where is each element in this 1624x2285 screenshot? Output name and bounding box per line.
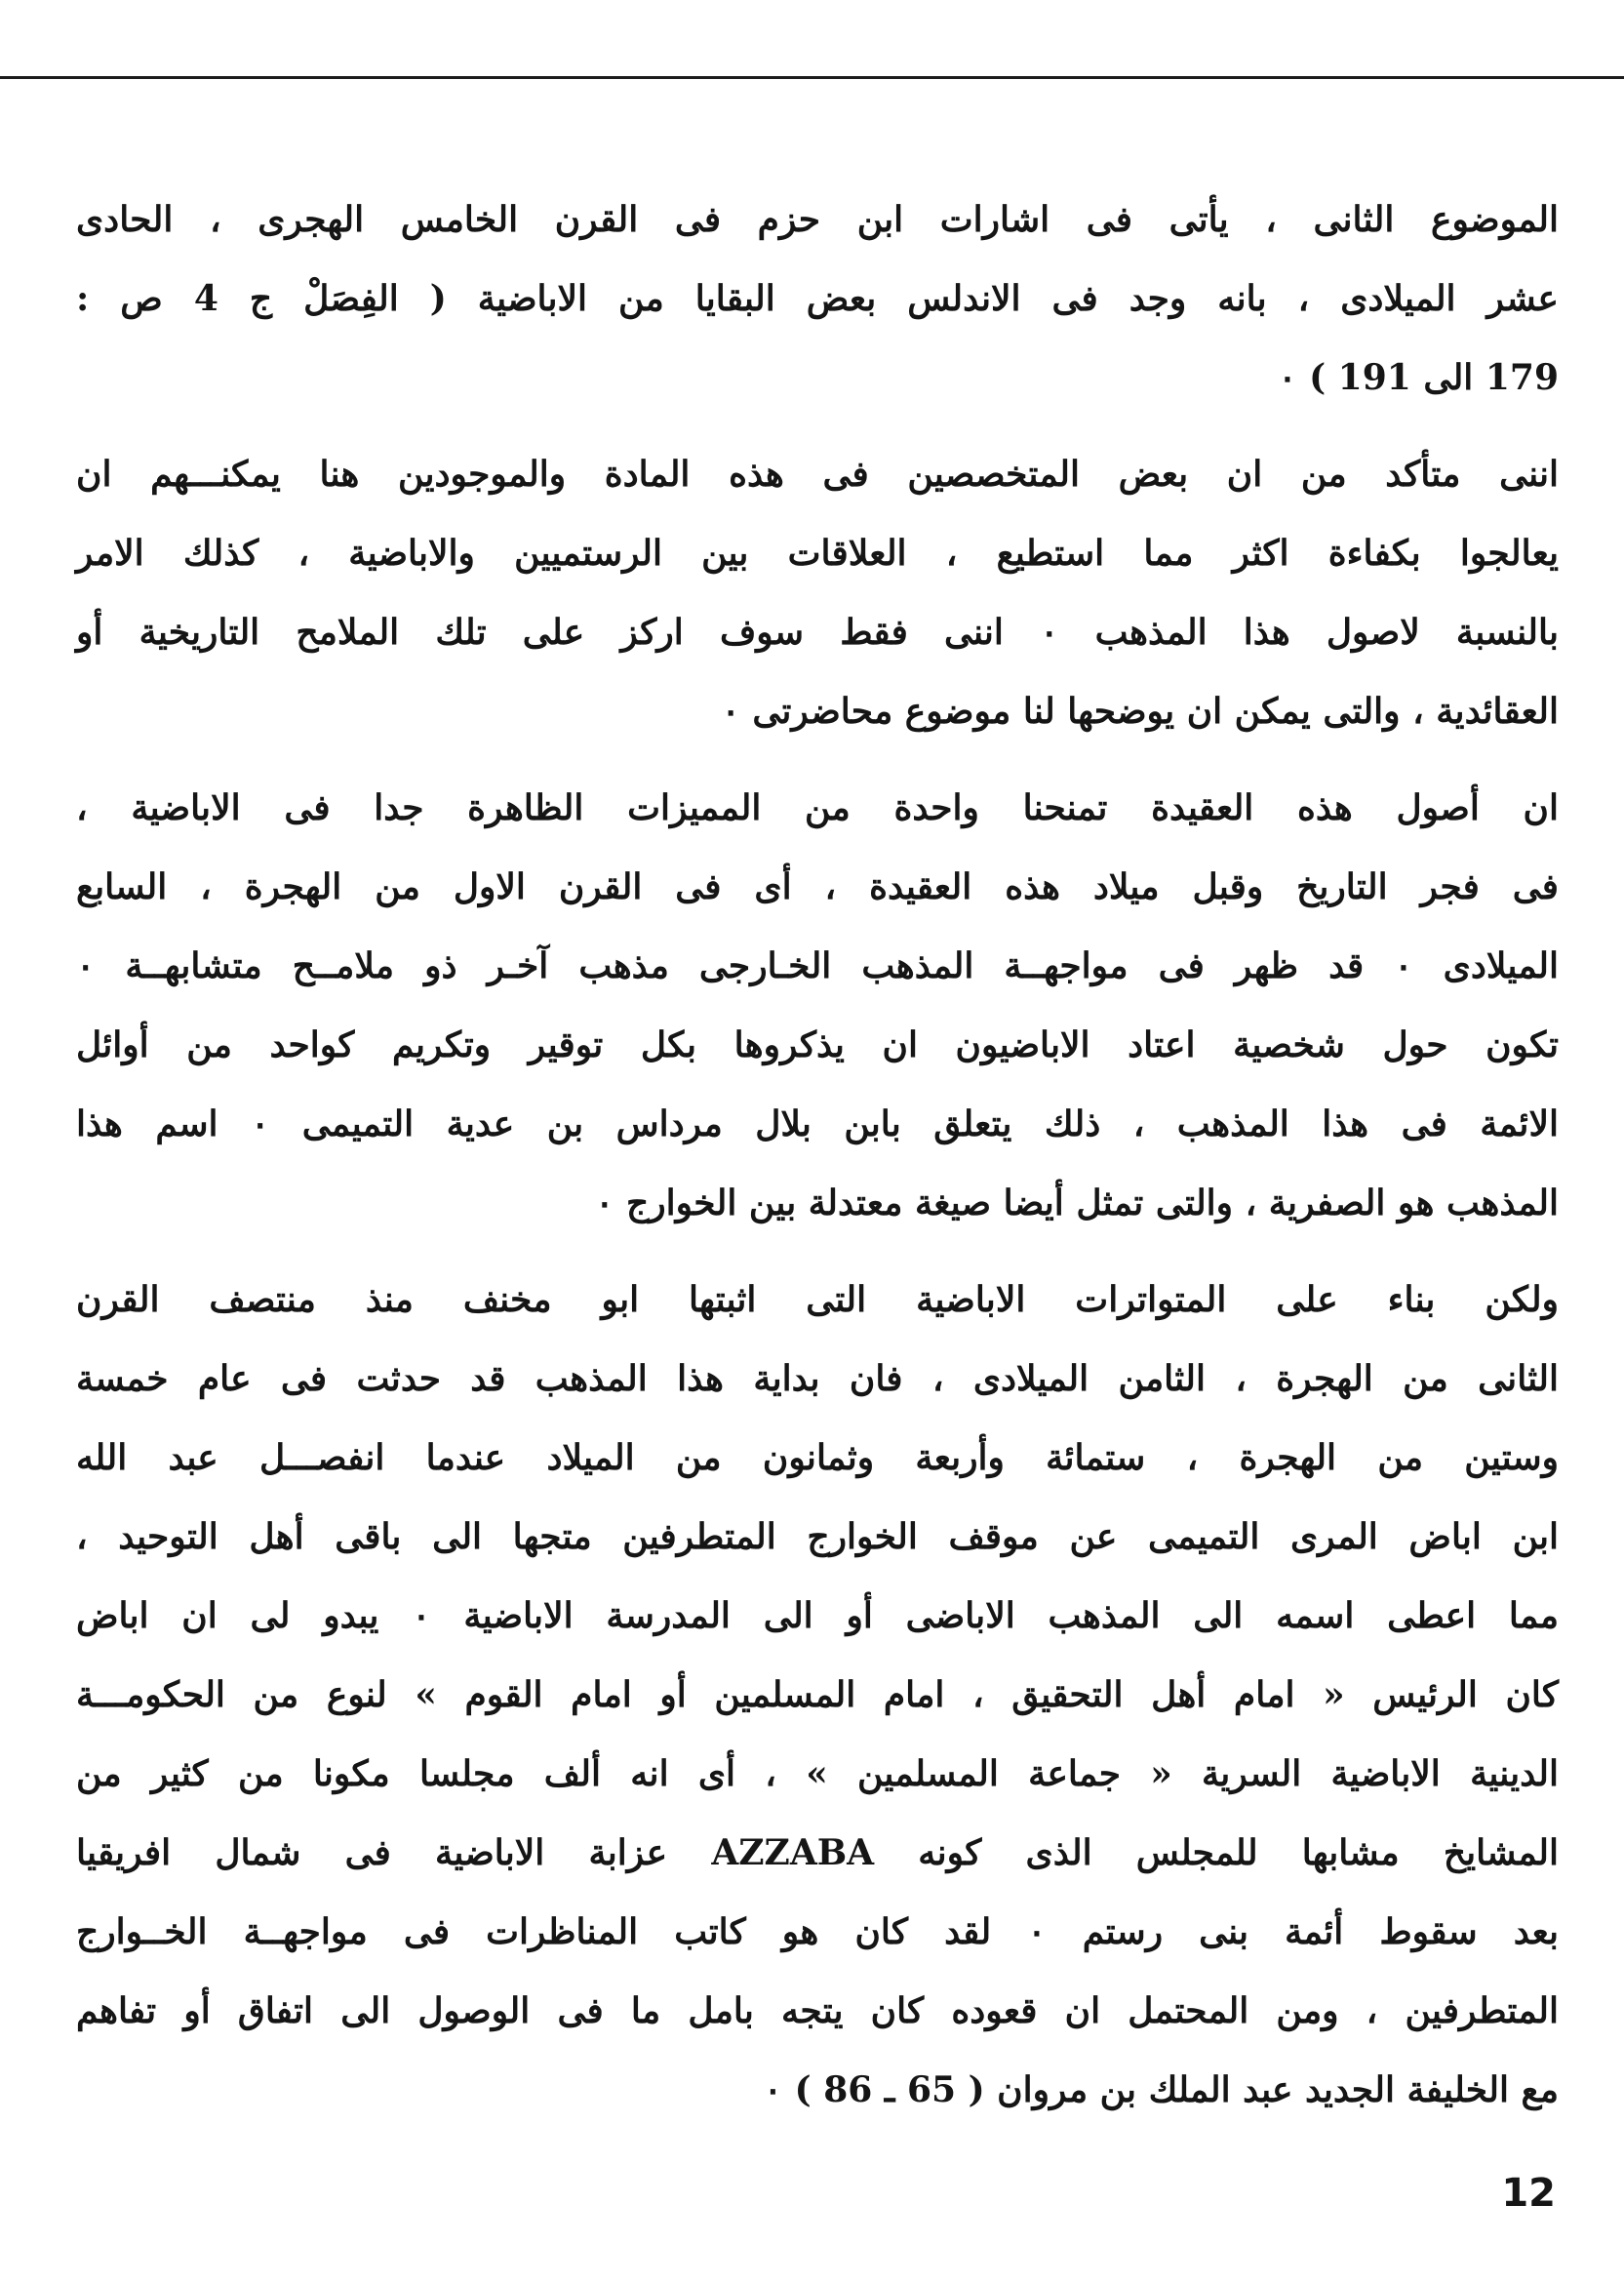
text-line: الميلادى ٠ قد ظهر فى مواجهــة المذهب الخـارجى مذهب آخـر ذو ملامــح متشابهــة ٠ <box>76 945 1559 986</box>
text-line: الائمة فى هذا المذهب ، ذلك يتعلق بابن بلال مرداس بن عدية التميمى ٠ اسم هذا <box>76 1103 1559 1144</box>
text-line: ولكن بناء على المتواترات الاباضية التى اثبتها ابو مخنف منذ منتصف القرن <box>76 1279 1559 1320</box>
text-line: كان الرئيس « امام أهل التحقيق ، امام المسلمين أو امام القوم » لنوع من الحكومـــة <box>76 1674 1559 1715</box>
text-line: العقائدية ، والتى يمكن ان يوضحها لنا موضوع محاضرتى ٠ <box>721 691 1559 732</box>
paragraph-3 <box>76 769 1559 1243</box>
text-line: مع الخليفة الجديد عبد الملك بن مروان ( 65 ـ 86 ) ٠ <box>763 2069 1559 2110</box>
text-line: 179 الى 191 ) ٠ <box>1278 357 1559 398</box>
text-line: المذهب هو الصفرية ، والتى تمثل أيضا صيغة معتدلة بين الخوارج ٠ <box>595 1183 1559 1223</box>
text-line: الثانى من الهجرة ، الثامن الميلادى ، فان بداية هذا المذهب قد حدثت فى عام خمسة <box>76 1358 1559 1399</box>
text-line: بالنسبة لاصول هذا المذهب ٠ اننى فقط سوف اركز على تلك الملامح التاريخية أو <box>76 612 1560 653</box>
text-line: الموضوع الثانى ، يأتى فى اشارات ابن حزم فى القرن الخامس الهجرى ، الحادى <box>76 199 1559 240</box>
document-body <box>76 180 1559 2147</box>
text-line: ابن اباض المرى التميمى عن موقف الخوارج المتطرفين متجها الى باقى أهل التوحيد ، <box>76 1516 1559 1557</box>
page-number: 12 <box>1501 2171 1556 2216</box>
top-horizontal-rule <box>0 76 1624 79</box>
text-line: مما اعطى اسمه الى المذهب الاباضى أو الى المدرسة الاباضية ٠ يبدو لى ان اباض <box>76 1595 1559 1636</box>
text-line: فى فجر التاريخ وقبل ميلاد هذه العقيدة ، أى فى القرن الاول من الهجرة ، السابع <box>76 866 1559 907</box>
text-line: المتطرفين ، ومن المحتمل ان قعوده كان يتجه بامل ما فى الوصول الى اتفاق أو تفاهم <box>76 1990 1559 2031</box>
paragraph-2 <box>76 435 1559 751</box>
text-line: المشايخ مشابها للمجلس الذى كونه AZZABA عزابة الاباضية فى شمال افريقيا <box>76 1832 1559 1873</box>
text-line: الدينية الاباضية السرية « جماعة المسلمين » ، أى انه ألف مجلسا مكونا من كثير من <box>76 1753 1559 1794</box>
paragraph-1 <box>76 180 1559 418</box>
text-line: يعالجوا بكفاءة اكثر مما استطيع ، العلاقات بين الرستميين والاباضية ، كذلك الامر <box>76 533 1559 574</box>
text-line: وستين من الهجرة ، ستمائة وأربعة وثمانون من الميلاد عندما انفصـــل عبد الله <box>76 1437 1559 1478</box>
text-line: بعد سقوط أئمة بنى رستم ٠ لقد كان هو كاتب المناظرات فى مواجهــة الخــوارج <box>76 1911 1560 1952</box>
paragraph-4 <box>76 1261 1559 2130</box>
text-line: تكون حول شخصية اعتاد الاباضيون ان يذكروها بكل توقير وتكريم كواحد من أوائل <box>76 1024 1559 1065</box>
text-line: اننى متأكد من ان بعض المتخصصين فى هذه المادة والموجودين هنا يمكنـــهم ان <box>76 454 1559 495</box>
text-line: ان أصول هذه العقيدة تمنحنا واحدة من المميزات الظاهرة جدا فى الاباضية ، <box>76 787 1559 828</box>
text-line: عشر الميلادى ، بانه وجد فى الاندلس بعض البقايا من الاباضية ( الفِصَلْ ج 4 ص : <box>76 278 1559 319</box>
